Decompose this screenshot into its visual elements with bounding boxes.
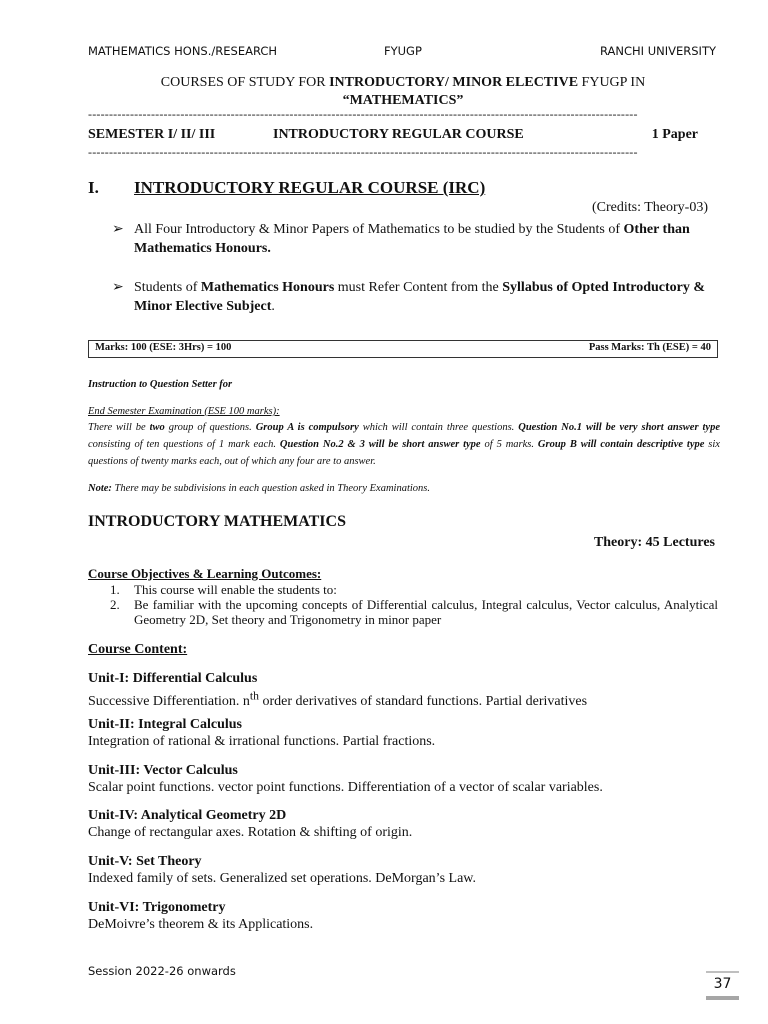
credits-label: (Credits: Theory-03) — [592, 200, 708, 215]
list-text: This course will enable the students to: — [134, 582, 337, 597]
semester-label: SEMESTER I/ II/ III — [88, 127, 216, 142]
instr-part: group of questions. — [164, 422, 256, 433]
course-title-line2: “MATHEMATICS” — [342, 93, 464, 108]
page-number-rule-bottom — [706, 996, 739, 1000]
unit-block — [88, 670, 718, 710]
unit-text-sup: th — [249, 689, 259, 702]
unit-block — [88, 853, 718, 887]
unit-text: Integration of rational & irrational functions. Partial fractions. — [88, 734, 436, 749]
unit-block — [88, 762, 718, 796]
instr-bold: two — [149, 422, 165, 433]
paper-count: 1 Paper — [651, 127, 698, 142]
section-title: INTRODUCTORY REGULAR COURSE (IRC) — [134, 178, 486, 197]
unit-text: Change of rectangular axes. Rotation & shifting of origin. — [88, 825, 413, 840]
marks-box — [88, 340, 718, 358]
unit-title: Unit-V: Set Theory — [88, 854, 202, 869]
bullet-item — [112, 278, 722, 316]
bullet-text-bold: Syllabus of Opted Introductory & Minor Elective Subject — [134, 280, 706, 314]
objectives-heading: Course Objectives & Learning Outcomes: — [88, 566, 322, 581]
unit-block — [88, 899, 718, 933]
unit-title: Unit-III: Vector Calculus — [88, 763, 238, 778]
header-right: RANCHI UNIVERSITY — [600, 44, 716, 58]
list-number: 1. — [110, 582, 120, 597]
unit-text-part: Successive Differentiation. n — [88, 693, 250, 709]
theory-lectures: Theory: 45 Lectures — [593, 535, 715, 550]
unit-text — [88, 689, 588, 709]
unit-title: Unit-I: Differential Calculus — [88, 671, 258, 686]
note-paragraph — [88, 480, 720, 497]
unit-text: Scalar point functions. vector point functions. Differentiation of a vector of scalar variables. — [88, 780, 603, 795]
instruction-paragraph — [88, 419, 720, 470]
intro-math-title: INTRODUCTORY MATHEMATICS — [88, 513, 346, 530]
unit-title: Unit-IV: Analytical Geometry 2D — [88, 808, 287, 823]
list-item — [88, 582, 718, 597]
instruction-heading: Instruction to Question Setter for — [88, 379, 233, 390]
bullet-text-part: must Refer Content from the — [334, 280, 503, 295]
instr-bold: Group B will contain descriptive type — [537, 439, 705, 450]
unit-text: DeMoivre’s theorem & its Applications. — [88, 917, 314, 932]
course-title-suffix: FYUGP IN — [578, 75, 646, 90]
unit-title: Unit-VI: Trigonometry — [88, 900, 226, 915]
instr-part: which will contain three questions. — [358, 422, 519, 433]
unit-block — [88, 807, 718, 841]
course-type-label: INTRODUCTORY REGULAR COURSE — [273, 127, 524, 142]
content-heading: Course Content: — [88, 642, 188, 657]
instr-bold: Question No.1 will be very short answer type — [518, 422, 720, 433]
instruction-subheading: End Semester Examination (ESE 100 marks): — [88, 406, 280, 417]
bullet-text-part: . — [271, 299, 275, 314]
course-title-bold: INTRODUCTORY/ MINOR ELECTIVE — [329, 75, 579, 90]
note-text: There may be subdivisions in each question asked in Theory Examinations. — [111, 483, 430, 494]
bullet-text-part: All Four Introductory & Minor Papers of Mathematics to be studied by the Students of — [134, 222, 624, 237]
course-title-prefix: COURSES OF STUDY FOR — [160, 75, 330, 90]
note-label: Note: — [88, 483, 112, 494]
list-number: 2. — [110, 597, 120, 612]
bullet-text — [134, 278, 722, 316]
unit-text: Indexed family of sets. Generalized set operations. DeMorgan’s Law. — [88, 871, 476, 886]
pass-marks: Pass Marks: Th (ESE) = 40 — [588, 342, 711, 353]
instr-part: consisting of ten questions of 1 mark each. — [88, 439, 280, 450]
header-left: MATHEMATICS HONS./RESEARCH — [88, 44, 278, 58]
separator-bottom: ----------------------------------------------------------------------------------------------------------------------------------- — [88, 145, 638, 159]
bullet-text-bold: Other than Mathematics Honours. — [134, 222, 690, 256]
bullet-text-bold: Mathematics Honours — [200, 280, 335, 295]
arrow-bullet-icon: ➢ — [112, 222, 124, 237]
separator-top: ----------------------------------------------------------------------------------------------------------------------------------- — [88, 107, 638, 121]
bullet-text-part: Students of — [134, 280, 201, 295]
unit-text-part: order derivatives of standard functions. Partial derivatives — [258, 693, 588, 709]
list-text: Be familiar with the upcoming concepts of Differential calculus, Integral calculus, Vector calculus, Analytical Geometry 2D, Set theory and Trigonometry in minor paper — [134, 597, 718, 627]
page-number: 37 — [713, 976, 732, 992]
arrow-bullet-icon: ➢ — [112, 280, 124, 295]
instr-bold: Group A is compulsory — [255, 422, 359, 433]
header-center: FYUGP — [384, 44, 422, 58]
unit-title: Unit-II: Integral Calculus — [88, 717, 243, 732]
objectives-list — [88, 582, 718, 627]
list-item — [88, 597, 718, 627]
page-number-rule-top — [706, 971, 739, 973]
section-number: I. — [88, 178, 99, 197]
instr-part: There will be — [88, 422, 150, 433]
footer-session: Session 2022-26 onwards — [88, 964, 236, 978]
instr-part: of 5 marks. — [480, 439, 538, 450]
total-marks: Marks: 100 (ESE: 3Hrs) = 100 — [95, 342, 232, 353]
bullet-item — [112, 220, 722, 258]
instr-bold: Question No.2 & 3 will be short answer type — [279, 439, 481, 450]
course-title — [88, 74, 718, 110]
unit-block — [88, 716, 718, 750]
instr-part: six questions of twenty marks each, out of which any four are to answer. — [88, 439, 720, 467]
bullet-text — [134, 220, 722, 258]
